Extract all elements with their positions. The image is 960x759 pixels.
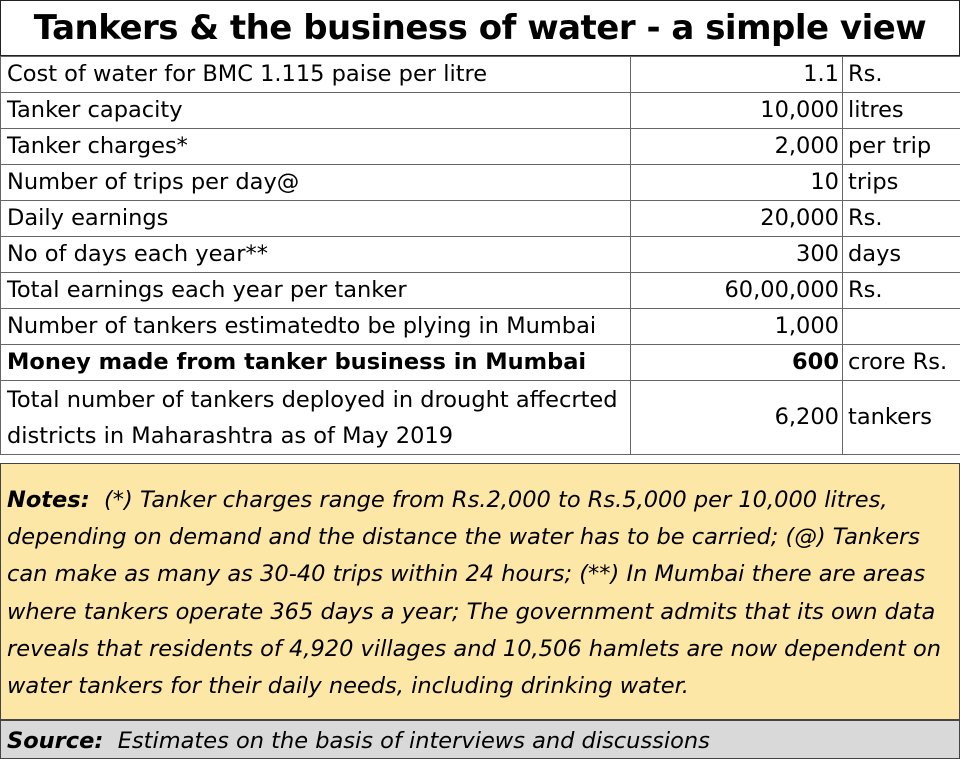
row-value[interactable]: 1.1: [631, 57, 843, 93]
row-value[interactable]: 60,00,000: [631, 273, 843, 309]
table-row-highlight: [1, 345, 960, 381]
table-row: [1, 93, 960, 129]
table-row: [1, 237, 960, 273]
row-unit[interactable]: Rs.: [843, 57, 960, 93]
row-label[interactable]: Total earnings each year per tanker: [1, 273, 631, 309]
source-cell[interactable]: [0, 720, 960, 759]
row-unit[interactable]: [843, 309, 960, 345]
table-row: [1, 165, 960, 201]
row-unit[interactable]: Rs.: [843, 273, 960, 309]
row-value[interactable]: 6,200: [631, 381, 843, 455]
row-unit[interactable]: per trip: [843, 129, 960, 165]
row-label[interactable]: Cost of water for BMC 1.115 paise per litre: [1, 57, 631, 93]
row-unit[interactable]: crore Rs.: [843, 345, 960, 381]
row-unit[interactable]: trips: [843, 165, 960, 201]
row-label[interactable]: No of days each year**: [1, 237, 631, 273]
row-label[interactable]: Total number of tankers deployed in drought affecrted districts in Maharashtra as of May 2019: [1, 381, 631, 455]
row-label[interactable]: Daily earnings: [1, 201, 631, 237]
table-row: [1, 273, 960, 309]
row-value[interactable]: 20,000: [631, 201, 843, 237]
notes-label: Notes:: [7, 487, 90, 513]
row-label[interactable]: Number of trips per day@: [1, 165, 631, 201]
source-text: Estimates on the basis of interviews and discussions: [117, 728, 710, 754]
row-label[interactable]: Tanker capacity: [1, 93, 631, 129]
row-label[interactable]: Tanker charges*: [1, 129, 631, 165]
table-row: [1, 57, 960, 93]
notes-cell[interactable]: [0, 463, 960, 720]
table-row: [1, 129, 960, 165]
row-unit[interactable]: tankers: [843, 381, 960, 455]
row-unit[interactable]: Rs.: [843, 201, 960, 237]
source-label: Source:: [7, 728, 104, 754]
row-label[interactable]: Number of tankers estimatedto be plying in Mumbai: [1, 309, 631, 345]
table-row: [1, 309, 960, 345]
row-value[interactable]: 300: [631, 237, 843, 273]
row-value[interactable]: 2,000: [631, 129, 843, 165]
notes-text: (*) Tanker charges range from Rs.2,000 to Rs.5,000 per 10,000 litres, depending on demand and the distance the water has to be carried; (@) Tankers can make as many as 30-40 trips within 24 hours; (**) In Mumbai there are areas where tankers operate 365 days a year; The government admits that its own data reveals that residents of 4,920 villages and 10,506 hamlets are now dependent on water tankers for their daily needs, including drinking water.: [7, 487, 942, 700]
sheet-title: Tankers & the business of water - a simple view: [0, 0, 960, 56]
row-unit[interactable]: litres: [843, 93, 960, 129]
row-unit[interactable]: days: [843, 237, 960, 273]
row-value[interactable]: 600: [631, 345, 843, 381]
table-row: [1, 201, 960, 237]
row-value[interactable]: 1,000: [631, 309, 843, 345]
row-label[interactable]: Money made from tanker business in Mumbai: [1, 345, 631, 381]
row-value[interactable]: 10,000: [631, 93, 843, 129]
table-row: [1, 381, 960, 455]
data-table: [0, 56, 960, 455]
row-value[interactable]: 10: [631, 165, 843, 201]
